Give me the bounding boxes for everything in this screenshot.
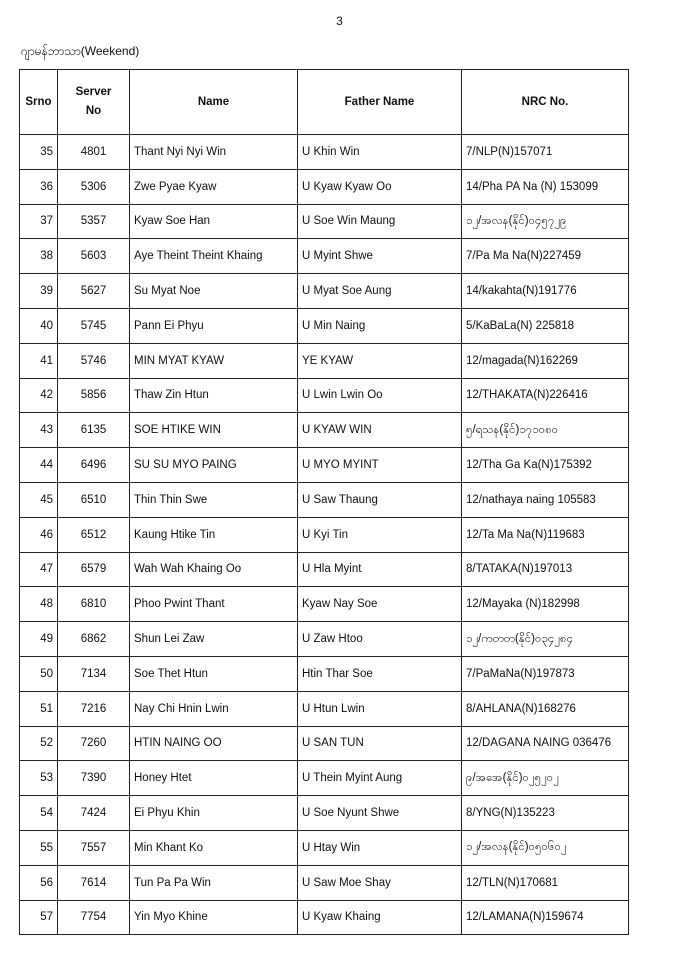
cell-srno: 40: [20, 308, 58, 343]
cell-nrc: 8/TATAKA(N)197013: [462, 552, 629, 587]
cell-nrc: 14/Pha PA Na (N) 153099: [462, 169, 629, 204]
page-number: 3: [336, 14, 343, 28]
cell-nrc: 8/YNG(N)135223: [462, 796, 629, 831]
cell-father-name: U Khin Win: [298, 135, 462, 170]
header-name: Name: [130, 70, 298, 135]
table-row: [20, 482, 629, 517]
cell-server-no: 7390: [58, 761, 130, 796]
cell-father-name: YE KYAW: [298, 343, 462, 378]
cell-srno: 35: [20, 135, 58, 170]
cell-server-no: 7260: [58, 726, 130, 761]
cell-name: Thant Nyi Nyi Win: [130, 135, 298, 170]
cell-name: Min Khant Ko: [130, 830, 298, 865]
table-row: [20, 865, 629, 900]
cell-nrc: ၁၂/ကတတ(နိုင်)၀၃၄၂၈၄: [462, 622, 629, 657]
cell-name: HTIN NAING OO: [130, 726, 298, 761]
cell-srno: 54: [20, 796, 58, 831]
cell-name: Shun Lei Zaw: [130, 622, 298, 657]
table-row: [20, 691, 629, 726]
cell-name: Kaung Htike Tin: [130, 517, 298, 552]
cell-nrc: 12/THAKATA(N)226416: [462, 378, 629, 413]
cell-nrc: 12/magada(N)162269: [462, 343, 629, 378]
header-srno: Srno: [20, 70, 58, 135]
table-row: [20, 135, 629, 170]
header-nrc: NRC No.: [462, 70, 629, 135]
cell-nrc: 12/DAGANA NAING 036476: [462, 726, 629, 761]
cell-father-name: U Htay Win: [298, 830, 462, 865]
table-row: [20, 761, 629, 796]
table-row: [20, 622, 629, 657]
cell-server-no: 6135: [58, 413, 130, 448]
cell-name: MIN MYAT KYAW: [130, 343, 298, 378]
cell-server-no: 7557: [58, 830, 130, 865]
cell-srno: 56: [20, 865, 58, 900]
cell-name: Phoo Pwint Thant: [130, 587, 298, 622]
table-row: [20, 830, 629, 865]
cell-srno: 52: [20, 726, 58, 761]
table-row: [20, 308, 629, 343]
cell-nrc: 8/AHLANA(N)168276: [462, 691, 629, 726]
cell-name: Honey Htet: [130, 761, 298, 796]
cell-srno: 38: [20, 239, 58, 274]
cell-srno: 41: [20, 343, 58, 378]
student-roster-table: [19, 69, 629, 935]
cell-server-no: 5627: [58, 274, 130, 309]
cell-server-no: 6496: [58, 448, 130, 483]
header-server-no: [58, 70, 130, 135]
cell-name: SU SU MYO PAING: [130, 448, 298, 483]
cell-name: Tun Pa Pa Win: [130, 865, 298, 900]
table-row: [20, 274, 629, 309]
cell-father-name: U KYAW WIN: [298, 413, 462, 448]
table-row: [20, 900, 629, 935]
cell-server-no: 6579: [58, 552, 130, 587]
cell-nrc: ၁၂/အလန(နိုင်)၀၅၀၆၀၂: [462, 830, 629, 865]
cell-father-name: Kyaw Nay Soe: [298, 587, 462, 622]
cell-name: Wah Wah Khaing Oo: [130, 552, 298, 587]
cell-father-name: Htin Thar Soe: [298, 656, 462, 691]
cell-name: Soe Thet Htun: [130, 656, 298, 691]
table-header: [20, 70, 629, 135]
cell-srno: 36: [20, 169, 58, 204]
cell-nrc: 12/TLN(N)170681: [462, 865, 629, 900]
table-row: [20, 343, 629, 378]
cell-father-name: U Kyaw Khaing: [298, 900, 462, 935]
cell-srno: 42: [20, 378, 58, 413]
cell-srno: 47: [20, 552, 58, 587]
header-father-name: Father Name: [298, 70, 462, 135]
cell-srno: 49: [20, 622, 58, 657]
cell-nrc: 12/Tha Ga Ka(N)175392: [462, 448, 629, 483]
cell-srno: 53: [20, 761, 58, 796]
table-row: [20, 448, 629, 483]
cell-srno: 55: [20, 830, 58, 865]
cell-srno: 45: [20, 482, 58, 517]
cell-father-name: U Hla Myint: [298, 552, 462, 587]
cell-server-no: 7134: [58, 656, 130, 691]
table-row: [20, 204, 629, 239]
cell-server-no: 5746: [58, 343, 130, 378]
table-row: [20, 726, 629, 761]
cell-father-name: U Kyi Tin: [298, 517, 462, 552]
cell-nrc: 7/Pa Ma Na(N)227459: [462, 239, 629, 274]
table-row: [20, 656, 629, 691]
cell-server-no: 7614: [58, 865, 130, 900]
cell-server-no: 6810: [58, 587, 130, 622]
cell-name: Ei Phyu Khin: [130, 796, 298, 831]
header-row: [20, 70, 629, 135]
table-row: [20, 517, 629, 552]
cell-srno: 57: [20, 900, 58, 935]
cell-srno: 37: [20, 204, 58, 239]
cell-name: Kyaw Soe Han: [130, 204, 298, 239]
cell-father-name: U Zaw Htoo: [298, 622, 462, 657]
cell-nrc: 12/nathaya naing 105583: [462, 482, 629, 517]
cell-srno: 50: [20, 656, 58, 691]
cell-father-name: U MYO MYINT: [298, 448, 462, 483]
cell-nrc: 12/LAMANA(N)159674: [462, 900, 629, 935]
cell-nrc: 7/NLP(N)157071: [462, 135, 629, 170]
cell-server-no: 4801: [58, 135, 130, 170]
cell-server-no: 5357: [58, 204, 130, 239]
cell-srno: 46: [20, 517, 58, 552]
cell-father-name: U Saw Thaung: [298, 482, 462, 517]
cell-father-name: U Lwin Lwin Oo: [298, 378, 462, 413]
cell-nrc: 12/Ta Ma Na(N)119683: [462, 517, 629, 552]
cell-name: Zwe Pyae Kyaw: [130, 169, 298, 204]
cell-father-name: U Htun Lwin: [298, 691, 462, 726]
cell-name: Yin Myo Khine: [130, 900, 298, 935]
table-row: [20, 587, 629, 622]
cell-nrc: 7/PaMaNa(N)197873: [462, 656, 629, 691]
cell-nrc: 12/Mayaka (N)182998: [462, 587, 629, 622]
cell-srno: 48: [20, 587, 58, 622]
table-row: [20, 378, 629, 413]
cell-father-name: U Soe Win Maung: [298, 204, 462, 239]
cell-server-no: 6512: [58, 517, 130, 552]
table-body: [20, 135, 629, 935]
cell-name: Pann Ei Phyu: [130, 308, 298, 343]
cell-server-no: 7216: [58, 691, 130, 726]
cell-nrc: ၁၂/အလန(နိုင်)၀၄၅၇၂၉: [462, 204, 629, 239]
cell-father-name: U Thein Myint Aung: [298, 761, 462, 796]
cell-father-name: U SAN TUN: [298, 726, 462, 761]
cell-server-no: 5306: [58, 169, 130, 204]
section-title: ဂျာမန်ဘာသာ(Weekend): [21, 44, 140, 58]
cell-srno: 44: [20, 448, 58, 483]
table-row: [20, 796, 629, 831]
table-row: [20, 413, 629, 448]
cell-name: Thin Thin Swe: [130, 482, 298, 517]
cell-server-no: 5603: [58, 239, 130, 274]
cell-server-no: 6510: [58, 482, 130, 517]
cell-name: Su Myat Noe: [130, 274, 298, 309]
cell-server-no: 7754: [58, 900, 130, 935]
cell-srno: 39: [20, 274, 58, 309]
cell-father-name: U Myint Shwe: [298, 239, 462, 274]
cell-nrc: ၅/ရသန(နိုင်)၁၇၁၀၈၀: [462, 413, 629, 448]
header-server-line2: No: [85, 105, 102, 117]
cell-name: SOE HTIKE WIN: [130, 413, 298, 448]
table-row: [20, 169, 629, 204]
cell-server-no: 7424: [58, 796, 130, 831]
table-row: [20, 552, 629, 587]
cell-srno: 51: [20, 691, 58, 726]
cell-father-name: U Soe Nyunt Shwe: [298, 796, 462, 831]
cell-name: Nay Chi Hnin Lwin: [130, 691, 298, 726]
cell-father-name: U Kyaw Kyaw Oo: [298, 169, 462, 204]
cell-server-no: 5856: [58, 378, 130, 413]
table-row: [20, 239, 629, 274]
header-server-line1: Server: [75, 86, 112, 98]
cell-server-no: 5745: [58, 308, 130, 343]
cell-father-name: U Saw Moe Shay: [298, 865, 462, 900]
cell-father-name: U Myat Soe Aung: [298, 274, 462, 309]
cell-server-no: 6862: [58, 622, 130, 657]
cell-nrc: 14/kakahta(N)191776: [462, 274, 629, 309]
cell-father-name: U Min Naing: [298, 308, 462, 343]
cell-srno: 43: [20, 413, 58, 448]
cell-nrc: 5/KaBaLa(N) 225818: [462, 308, 629, 343]
cell-name: Aye Theint Theint Khaing: [130, 239, 298, 274]
cell-name: Thaw Zin Htun: [130, 378, 298, 413]
cell-nrc: ၉/အအေ(နိုင်)၀၂၅၂၀၂: [462, 761, 629, 796]
